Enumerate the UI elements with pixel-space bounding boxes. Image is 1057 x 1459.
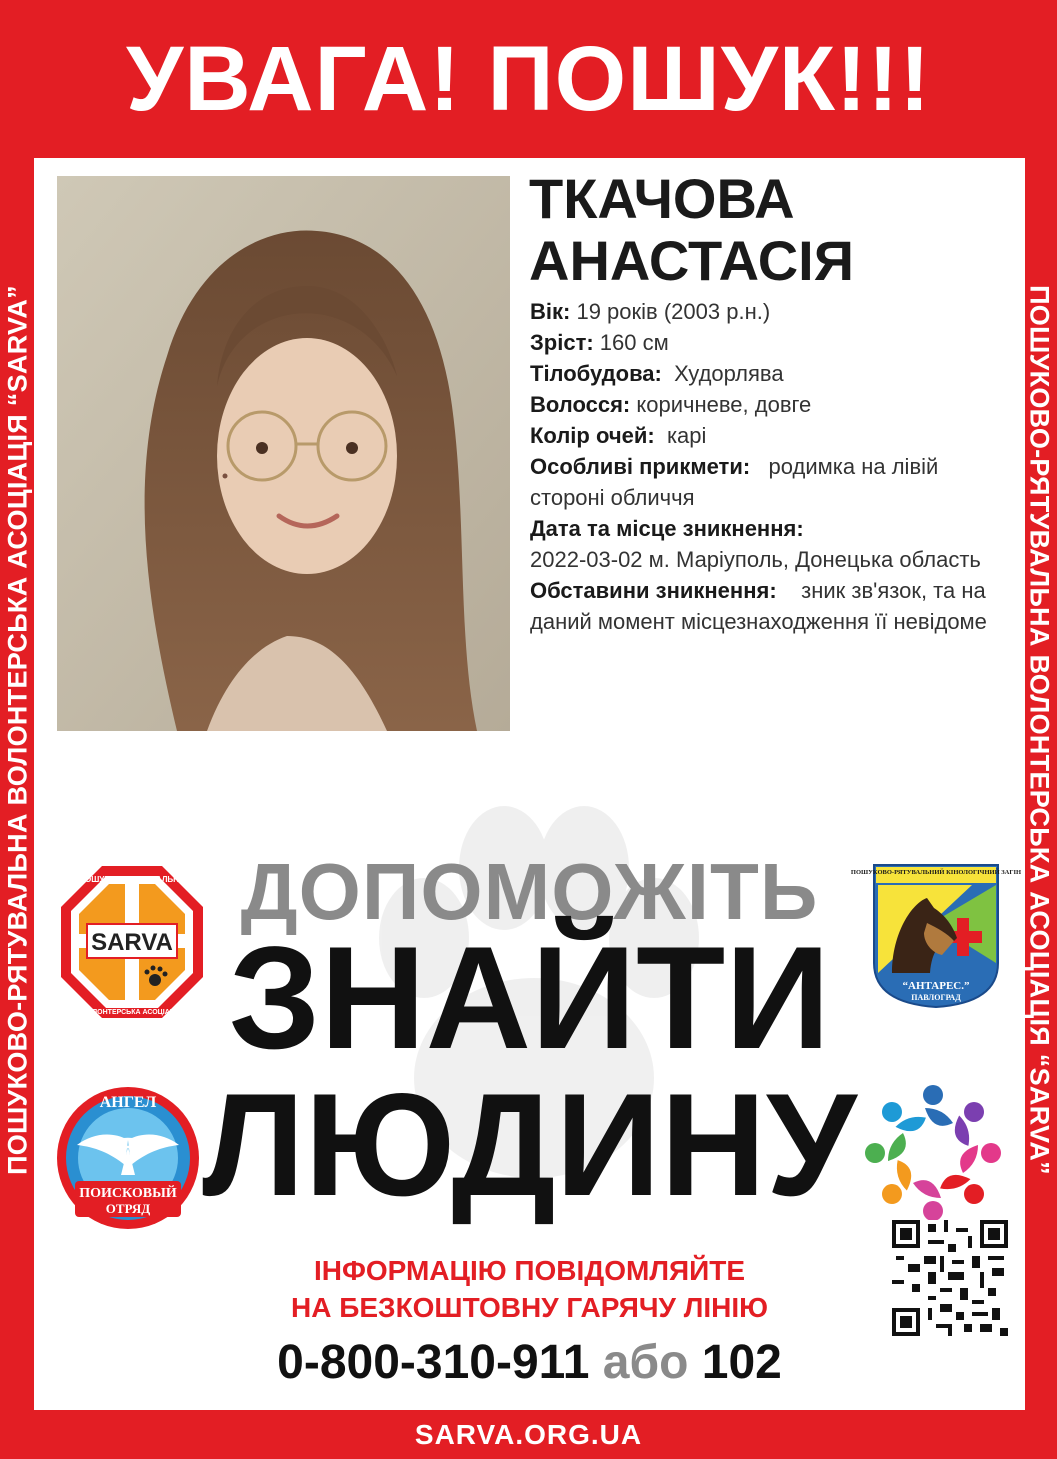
marks-value: родимка на лівій стороні обличчя bbox=[530, 454, 939, 510]
age-value: 19 років (2003 р.н.) bbox=[576, 299, 771, 324]
qr-code[interactable] bbox=[892, 1220, 1008, 1336]
antares-logo-city: ПАВЛОГРАД bbox=[911, 993, 961, 1002]
sarva-logo-name: SARVA bbox=[91, 929, 173, 956]
sarva-logo bbox=[57, 862, 207, 1022]
antares-logo-top: ПОШУКОВО-РЯТУВАЛЬНИЙ КІНОЛОГІЧНИЙ ЗАГІН bbox=[850, 869, 1022, 876]
hair-row bbox=[530, 389, 1000, 420]
person-name bbox=[529, 168, 854, 292]
person-photo bbox=[57, 176, 510, 731]
hair-label: Волосся: bbox=[530, 392, 631, 417]
angel-logo-bottom-2: ОТРЯД bbox=[105, 1201, 151, 1216]
marks-row bbox=[530, 451, 1000, 513]
phone-number[interactable]: 0-800-310-911 bbox=[277, 1336, 590, 1389]
phone-alt[interactable]: 102 bbox=[701, 1336, 782, 1389]
antares-logo bbox=[850, 863, 1022, 1009]
height-label: Зріст: bbox=[530, 330, 594, 355]
circ-label: Обставини зникнення: bbox=[530, 578, 777, 603]
marks-label: Особливі прикмети: bbox=[530, 454, 751, 479]
date-value: 2022-03-02 м. Маріуполь, Донецька область bbox=[530, 547, 981, 572]
height-row bbox=[530, 327, 1000, 358]
side-text-left: ПОШУКОВО-РЯТУВАЛЬНА ВОЛОНТЕРСЬКА АСОЦІАЦІЯ “SARVA” bbox=[2, 285, 33, 1175]
angel-logo-bottom-1: ПОИСКОВЫЙ bbox=[79, 1186, 177, 1201]
build-row bbox=[530, 358, 1000, 389]
alert-title: УВАГА! ПОШУК!!! bbox=[126, 27, 931, 130]
phone-or: або bbox=[602, 1336, 689, 1389]
hotline-phone bbox=[34, 1335, 1025, 1390]
angel-logo-top: АНГЕЛ bbox=[99, 1094, 157, 1111]
hair-value: коричневе, довге bbox=[636, 392, 812, 417]
age-row bbox=[530, 296, 1000, 327]
eyes-value: карі bbox=[666, 423, 707, 448]
sarva-logo-top: ПОШУКОВО-РЯТУВАЛЬНА bbox=[79, 875, 185, 884]
eyes-label: Колір очей: bbox=[530, 423, 655, 448]
hotline-line-1: ІНФОРМАЦІЮ ПОВІДОМЛЯЙТЕ bbox=[313, 1255, 746, 1286]
date-row bbox=[530, 513, 1000, 575]
person-details bbox=[530, 296, 1000, 637]
hotline-line-2: НА БЕЗКОШТОВНУ ГАРЯЧУ ЛІНІЮ bbox=[291, 1292, 768, 1323]
help-line-1: ДОПОМОЖІТЬ bbox=[240, 847, 819, 936]
build-label: Тілобудова: bbox=[530, 361, 662, 386]
circ-row bbox=[530, 575, 1000, 637]
height-value: 160 см bbox=[599, 330, 669, 355]
content-panel bbox=[34, 158, 1025, 1410]
build-value: Худорлява bbox=[674, 361, 784, 386]
help-line-2: ЗНАЙТИ bbox=[228, 916, 831, 1079]
surname: ТКАЧОВА bbox=[529, 167, 795, 230]
sarva-logo-bottom: ВОЛОНТЕРСЬКА АСОЦІАЦІЯ bbox=[82, 1009, 182, 1016]
antares-logo-name: “АНТАРЕС.” bbox=[902, 980, 970, 992]
help-line-3: ЛЮДИНУ bbox=[202, 1063, 857, 1226]
angel-logo bbox=[55, 1085, 201, 1231]
date-label: Дата та місце зникнення: bbox=[530, 516, 804, 541]
eyes-row bbox=[530, 420, 1000, 451]
given-name: АНАСТАСІЯ bbox=[529, 229, 854, 292]
people-circle-logo bbox=[858, 1078, 1008, 1228]
footer-site[interactable]: SARVA.ORG.UA bbox=[414, 1418, 643, 1450]
circ-value: зник зв'язок, та на даний момент місцезнаходження її невідоме bbox=[530, 578, 987, 634]
age-label: Вік: bbox=[530, 299, 571, 324]
side-text-right: ПОШУКОВО-РЯТУВАЛЬНА ВОЛОНТЕРСЬКА АСОЦІАЦІЯ “SARVA” bbox=[1024, 285, 1055, 1175]
